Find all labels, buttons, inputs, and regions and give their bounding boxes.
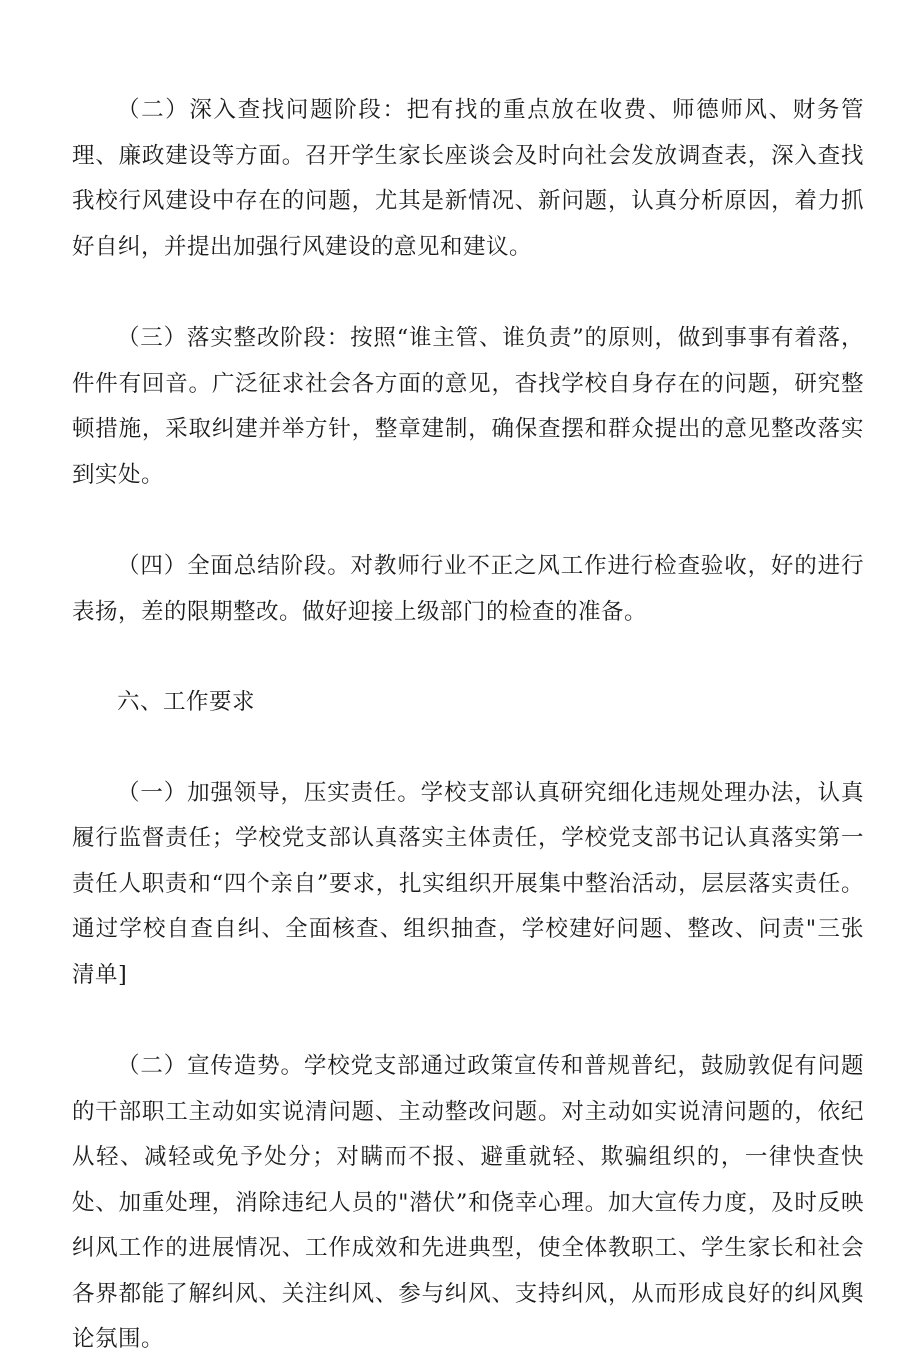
paragraph-gap: [72, 498, 864, 544]
section-heading: 六、工作要求: [117, 689, 256, 715]
paragraph-gap: [72, 726, 864, 771]
document-page: [72, 88, 864, 1363]
paragraph-requirement-two: （二）宣传造势。学校党支部通过政策宣传和普规普纪，鼓励敦促有问题的干部职工主动如实说清问题、主动整改问题。对主动如实说清问题的，依纪从轻、减轻或免予处分；对瞒而不报、避重就轻、欺骗组织的，一律快查快处、加重处理，消除违纪人员的"潜伏”和侥幸心理。加大宣传力度，及时反映纠风工作的进展情况、工作成效和先进典型，使全体教职工、学生家长和社会各界都能了解纠风、关注纠风、参与纠风、支持纠风，从而形成良好的纠风舆论氛围。: [72, 1053, 864, 1352]
paragraph-gap: [72, 270, 864, 316]
paragraph-gap: [72, 635, 864, 680]
paragraph-stage-two: （二）深入查找问题阶段：把有找的重点放在收费、师德师风、财务管理、廉政建设等方面。召开学生家长座谈会及时向社会发放调查表，深入查找我校行风建设中存在的问题，尤其是新情况、新问题，认真分析原因，着力抓好自纠，并提出加强行风建设的意见和建议。: [72, 97, 864, 260]
paragraph-requirement-one: （一）加强领导，压实责任。学校支部认真研究细化违规处理办法，认真履行监督责任；学校党支部认真落实主体责任，学校党支部书记认真落实第一责任人职责和“四个亲自”要求，扎实组织开展集中整治活动，层层落实责任。通过学校自查自纠、全面核查、组织抽查，学校建好问题、整改、问责"三张清单]: [72, 779, 864, 988]
paragraph-stage-four: （四）全面总结阶段。对教师行业不正之风工作进行检查验收，好的进行表扬，差的限期整改。做好迎接上级部门的检查的准备。: [72, 553, 864, 625]
paragraph-stage-three: （三）落实整改阶段：按照“谁主管、谁负责”的原则，做到事事有着落，件件有回音。广泛征求社会各方面的意见，杳找学校自身存在的问题，研究整顿措施，采取纠建并举方针，整章建制，确保查摆和群众提出的意见整改落实到实处。: [72, 325, 864, 488]
paragraph-gap: [72, 998, 864, 1044]
